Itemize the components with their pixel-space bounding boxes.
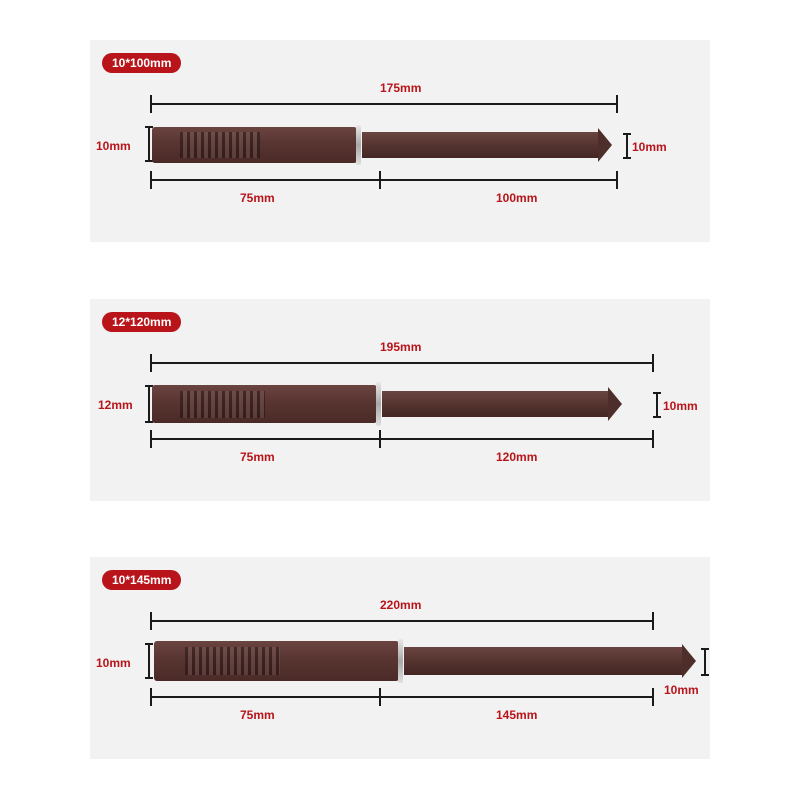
segment-tick-left xyxy=(150,430,152,448)
segment-tick-mid xyxy=(379,430,381,448)
tip-diameter-bar xyxy=(626,133,628,159)
total-length-label: 220mm xyxy=(380,598,422,612)
anchor-diameter-cap-bottom xyxy=(145,677,153,679)
screw-shaft xyxy=(362,132,600,158)
tip-diameter-bar xyxy=(704,648,706,676)
size-tag: 10*100mm xyxy=(102,53,181,73)
product-panel-1 xyxy=(90,40,710,242)
tip-diameter-bar xyxy=(656,392,658,418)
tip-diameter-cap-top xyxy=(653,392,661,394)
segment-tick-right xyxy=(616,171,618,189)
segment-tick-left xyxy=(150,171,152,189)
screw-shaft xyxy=(404,647,684,675)
total-length-line xyxy=(150,620,654,622)
segment-tick-mid xyxy=(379,171,381,189)
total-length-line xyxy=(150,362,654,364)
screw-tip xyxy=(598,128,612,162)
shaft-length-label: 120mm xyxy=(496,450,538,464)
total-length-tick-right xyxy=(652,354,654,372)
size-tag: 12*120mm xyxy=(102,312,181,332)
anchor-ribs xyxy=(180,132,260,158)
anchor-diameter-label: 12mm xyxy=(98,398,133,412)
total-length-tick-left xyxy=(150,612,152,630)
anchor-diameter-bar xyxy=(148,126,150,162)
tip-diameter-cap-top xyxy=(623,133,631,135)
tip-diameter-label: 10mm xyxy=(632,140,667,154)
shaft-length-label: 145mm xyxy=(496,708,538,722)
segment-tick-right xyxy=(652,430,654,448)
anchor-washer xyxy=(356,125,361,165)
segment-line xyxy=(150,179,618,181)
anchor-diameter-label: 10mm xyxy=(96,139,131,153)
tip-diameter-cap-bottom xyxy=(653,416,661,418)
tip-diameter-label: 10mm xyxy=(664,683,699,697)
screw-tip xyxy=(682,644,696,678)
anchor-length-label: 75mm xyxy=(240,450,275,464)
anchor-diameter-label: 10mm xyxy=(96,656,131,670)
total-length-line xyxy=(150,103,618,105)
tip-diameter-cap-bottom xyxy=(701,674,709,676)
product-panel-3 xyxy=(90,557,710,759)
total-length-tick-left xyxy=(150,354,152,372)
tip-diameter-cap-bottom xyxy=(623,157,631,159)
segment-line xyxy=(150,696,654,698)
total-length-tick-left xyxy=(150,95,152,113)
tip-diameter-cap-top xyxy=(701,648,709,650)
anchor-diameter-bar xyxy=(148,385,150,423)
anchor-washer xyxy=(398,639,403,683)
anchor-length-label: 75mm xyxy=(240,708,275,722)
total-length-label: 175mm xyxy=(380,81,422,95)
screw-tip xyxy=(608,387,622,421)
screw-shaft xyxy=(382,391,610,417)
product-panel-2 xyxy=(90,299,710,501)
anchor-diameter-bar xyxy=(148,643,150,679)
total-length-tick-right xyxy=(652,612,654,630)
total-length-tick-right xyxy=(616,95,618,113)
anchor-diameter-cap-top xyxy=(145,643,153,645)
shaft-length-label: 100mm xyxy=(496,191,538,205)
segment-line xyxy=(150,438,654,440)
anchor-washer xyxy=(376,382,381,426)
tip-diameter-label: 10mm xyxy=(663,399,698,413)
anchor-ribs xyxy=(185,647,280,675)
total-length-label: 195mm xyxy=(380,340,422,354)
size-tag: 10*145mm xyxy=(102,570,181,590)
segment-tick-left xyxy=(150,688,152,706)
segment-tick-mid xyxy=(379,688,381,706)
anchor-ribs xyxy=(180,391,265,418)
segment-tick-right xyxy=(652,688,654,706)
anchor-length-label: 75mm xyxy=(240,191,275,205)
